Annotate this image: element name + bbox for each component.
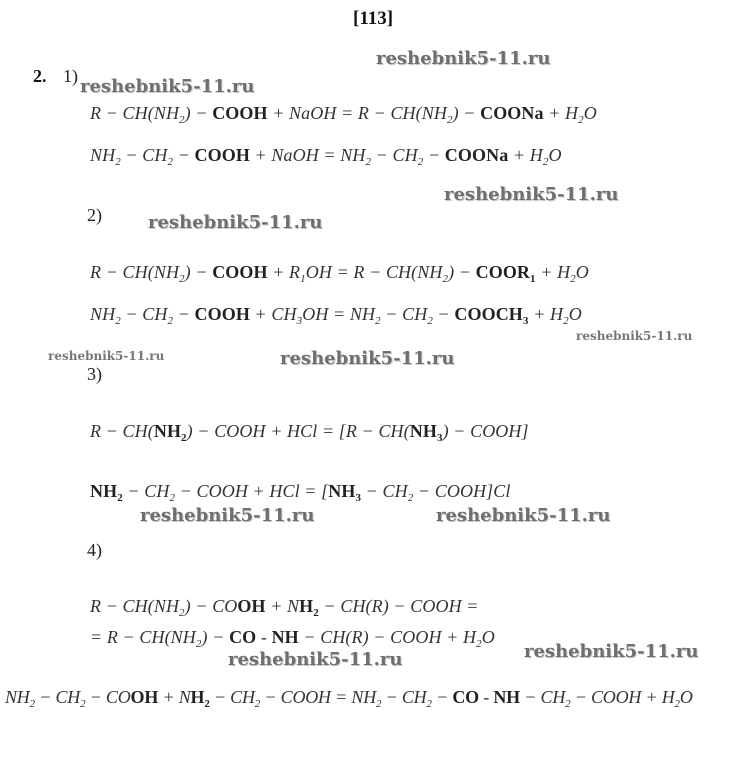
task-number: 2. bbox=[33, 66, 47, 86]
watermark: reshebnik5-11.ru bbox=[80, 76, 255, 97]
equation-2: $NH_2 - CH_2$ − COOH + NaOH = $NH_2 - CH_2$ − COONa + $H_2O$ bbox=[90, 145, 562, 168]
part-label-3: 3) bbox=[87, 364, 102, 384]
page-number: [113] bbox=[353, 8, 394, 29]
equation-5: $R - CH(NH_2)$ − COOH + HCl = [$R - CH(NH_3)$ − COOH] bbox=[90, 421, 529, 444]
watermark: reshebnik5-11.ru bbox=[524, 641, 699, 662]
equation-6: $NH_2 - CH_2$ − COOH + HCl = [$NH_3 - CH_2$ − COOH]Cl bbox=[90, 481, 511, 504]
watermark: reshebnik5-11.ru bbox=[444, 184, 619, 205]
part-label-4: 4) bbox=[87, 540, 102, 560]
watermark: reshebnik5-11.ru bbox=[376, 48, 551, 69]
equation-9: $NH_2 - CH_2$ − COOH + $NH_2 - CH_2$ − COOH = $NH_2 - CH_2$ − CO - NH − $CH_2$ − COOH + $H_2O$ bbox=[5, 687, 693, 710]
watermark: reshebnik5-11.ru bbox=[280, 348, 455, 369]
equation-4: $NH_2 - CH_2$ − COOH + $CH_3OH = NH_2 - CH_2$ − $COOCH_3 + H_2O$ bbox=[90, 304, 582, 327]
watermark: reshebnik5-11.ru bbox=[228, 649, 403, 670]
watermark: reshebnik5-11.ru bbox=[140, 505, 315, 526]
part-label-1: 1) bbox=[63, 66, 78, 86]
watermark: reshebnik5-11.ru bbox=[436, 505, 611, 526]
watermark: reshebnik5-11.ru bbox=[576, 329, 693, 343]
part-label-2: 2) bbox=[87, 205, 102, 225]
equation-7: $R - CH(NH_2)$ − COOH + $NH_2 - CH(R)$ − COOH = bbox=[90, 596, 479, 619]
watermark: reshebnik5-11.ru bbox=[48, 349, 165, 363]
equation-3: $R - CH(NH_2)$ − COOH + $R_1OH = R - CH(NH_2)$ − $COOR_1 + H_2O$ bbox=[90, 262, 589, 285]
equation-8: = $R - CH(NH_2)$ − CO - NH − CH(R) − COOH + $H_2O$ bbox=[90, 627, 495, 650]
watermark: reshebnik5-11.ru bbox=[148, 212, 323, 233]
equation-1: $R - CH(NH_2)$ − COOH + NaOH = $R - CH(NH_2)$ − COONa + $H_2O$ bbox=[90, 103, 597, 126]
